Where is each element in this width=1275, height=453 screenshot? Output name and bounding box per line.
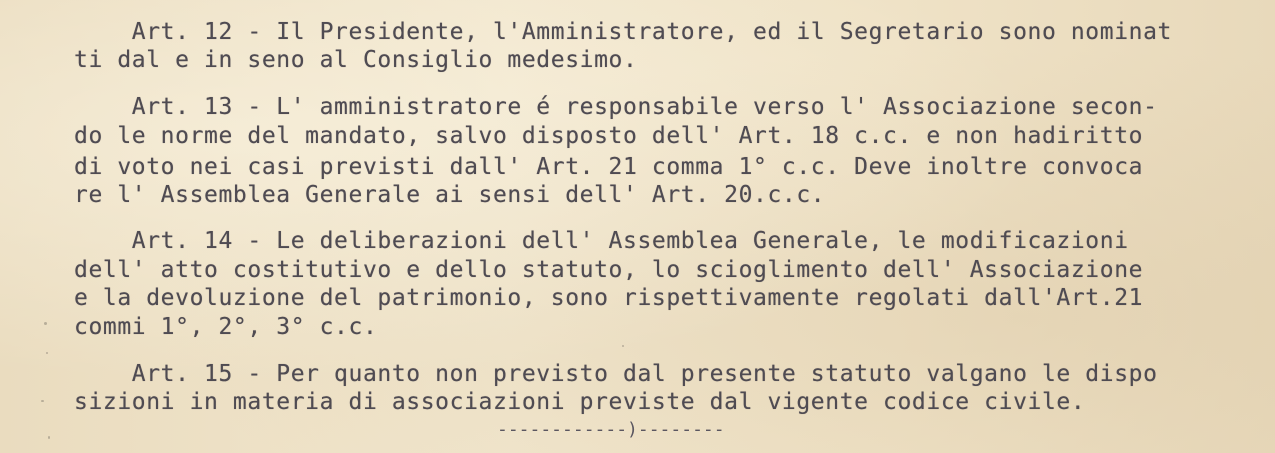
article-13-line-2: do le norme del mandato, salvo disposto dell' Art. 18 c.c. e non hadiritto xyxy=(74,123,1144,149)
paper-speck xyxy=(41,400,44,402)
article-13-line-4: re l' Assemblea Generale ai sensi dell' Art. 20.c.c. xyxy=(74,182,826,208)
article-12-line-1: Art. 12 - Il Presidente, l'Amministratore, ed il Segretario sono nominat xyxy=(74,19,1172,45)
paper-speck xyxy=(622,345,624,347)
article-13-line-3: di voto nei casi previsti dall' Art. 21 comma 1° c.c. Deve inoltre convoca xyxy=(74,154,1144,180)
paper-speck xyxy=(48,436,50,439)
paper-speck xyxy=(46,352,48,354)
closing-rule: ------------)-------- xyxy=(497,419,725,440)
article-14-line-1: Art. 14 - Le deliberazioni dell' Assemblea Generale, le modificazioni xyxy=(74,228,1129,254)
paper-speck xyxy=(44,322,47,325)
article-12-line-2: ti dal e in seno al Consiglio medesimo. xyxy=(74,47,638,73)
article-15-line-1: Art. 15 - Per quanto non previsto dal presente statuto valgano le dispo xyxy=(74,361,1158,387)
article-14-line-2: dell' atto costitutivo e dello statuto, lo scioglimento dell' Associazione xyxy=(74,257,1144,283)
article-14-line-4: commi 1°, 2°, 3° c.c. xyxy=(74,314,378,340)
article-14-line-3: e la devoluzione del patrimonio, sono rispettivamente regolati dall'Art.21 xyxy=(74,285,1144,311)
article-15-line-2: sizioni in materia di associazioni previste dal vigente codice civile. xyxy=(74,389,1086,415)
article-13-line-1: Art. 13 - L' amministratore é responsabile verso l' Associazione secon- xyxy=(74,94,1158,120)
